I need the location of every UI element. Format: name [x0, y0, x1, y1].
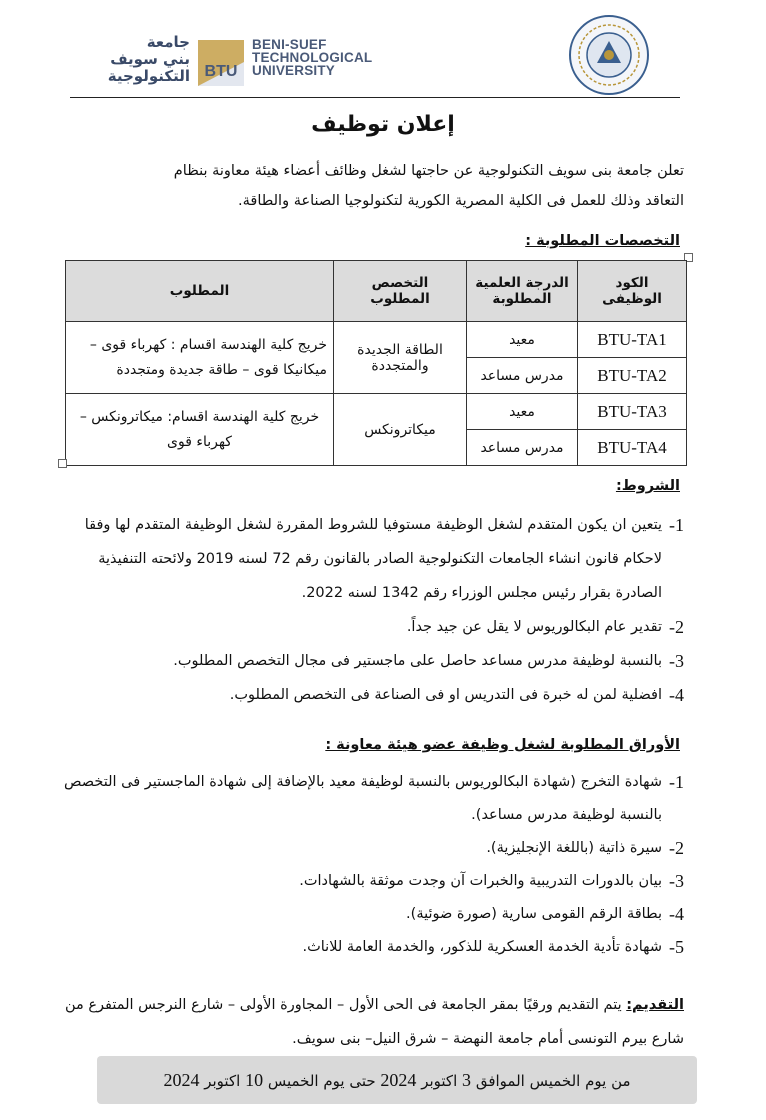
- table-row: [66, 394, 687, 430]
- list-item: -1 شهادة التخرج (شهادة البكالوريوس بالنسبة لوظيفة معيد بالإضافة إلى شهادة الماجستير فى التخصص بالنسبة لوظيفة مدرس مساعد).: [64, 772, 684, 823]
- list-item: -3 بالنسبة لوظيفة مدرس مساعد حاصل على ماجستير فى مجال التخصص المطلوب.: [173, 651, 684, 671]
- degree-cell: معيد: [467, 394, 578, 430]
- list-item: -2 تقدير عام البكالوريوس لا يقل عن جيد جداً.: [406, 617, 684, 637]
- logo-mark: BTU: [204, 63, 238, 80]
- university-seal-icon: [568, 14, 650, 96]
- list-item: -5 شهادة تأدية الخدمة العسكرية للذكور، والخدمة العامة للاناث.: [302, 937, 684, 957]
- degree-cell: مدرس مساعد: [467, 358, 578, 394]
- column-header: الدرجة العلمية المطلوبة: [467, 261, 578, 322]
- requirement-cell: خريج كلية الهندسة اقسام : كهرباء قوى – ميكانيكا قوى – طاقة جديدة ومتجددة: [66, 322, 334, 394]
- specialty-cell: الطاقة الجديدة والمتجددة: [334, 322, 467, 394]
- university-name-ar: جامعة بني سويف التكنولوجية: [107, 33, 190, 85]
- list-item: -3 بيان بالدورات التدريبية والخبرات آن وجدت موثقة بالشهادات.: [299, 871, 684, 891]
- column-header: التخصص المطلوب: [334, 261, 467, 322]
- application-period-box: من يوم الخميس الموافق 3 اكتوبر 2024 حتى يوم الخميس 10 اكتوبر 2024: [97, 1056, 697, 1104]
- list-item: -4 افضلية لمن له خبرة فى التدريس او فى الصناعة فى التخصص المطلوب.: [229, 685, 684, 705]
- degree-cell: معيد: [467, 322, 578, 358]
- submission-label: التقديم:: [626, 997, 684, 1013]
- submission-text: يتم التقديم ورقيًا بمقر الجامعة فى الحى الأول – المجاورة الأولى – شارع النرجس المتفرع من شارع بيرم التونسى أمام جامعة النهضة – شرق النيل– بنى سويف.: [64, 997, 684, 1047]
- specializations-table: [65, 260, 687, 466]
- column-header: المطلوب: [66, 261, 334, 322]
- documents-list: [64, 766, 684, 964]
- job-code: BTU-TA3: [578, 394, 687, 430]
- job-code: BTU-TA4: [578, 430, 687, 466]
- page-title: إعلان توظيف: [311, 112, 455, 137]
- table-row: [66, 322, 687, 358]
- university-name-en: BENI-SUEF TECHNOLOGICAL UNIVERSITY: [252, 37, 373, 78]
- conditions-list: [64, 508, 684, 712]
- column-header: الكود الوظيفى: [578, 261, 687, 322]
- header-divider: [70, 97, 680, 98]
- btu-logo-icon: [196, 38, 246, 88]
- requirement-cell: خريج كلية الهندسة اقسام: ميكاترونكس – كهرباء قوى: [66, 394, 334, 466]
- list-item: -2 سيرة ذاتية (باللغة الإنجليزية).: [486, 838, 684, 858]
- job-code: BTU-TA2: [578, 358, 687, 394]
- conditions-heading: الشروط:: [615, 478, 680, 494]
- intro-paragraph: تعلن جامعة بنى سويف التكنولوجية عن حاجتها لشغل وظائف أعضاء هيئة معاونة بنظام التعاقد وذلك للعمل فى الكلية المصرية الكورية لتكنولوجيا الصناعة والطاقة.: [173, 163, 684, 209]
- documents-heading: الأوراق المطلوبة لشغل وظيفة عضو هيئة معاونة :: [325, 737, 680, 753]
- job-code: BTU-TA1: [578, 322, 687, 358]
- table-header-row: [66, 261, 687, 322]
- list-item: -1 يتعين ان يكون المتقدم لشغل الوظيفة مستوفيا للشروط المقررة لشغل الوظيفة المتقدم لها وفقا لاحكام قانون انشاء الجامعات التكنولوجية الصادر بالقانون رقم 72 لسنه 2019 ولائحته التنفيذية الصادرة بقرار رئيس مجلس الوزراء رقم 1342 لسنه 2022.: [84, 515, 684, 601]
- list-item: -4 بطاقة الرقم القومى سارية (صورة ضوئية).: [406, 904, 684, 924]
- submission-paragraph: [64, 988, 684, 1056]
- specializations-heading: التخصصات المطلوبة :: [525, 233, 680, 249]
- table-resize-handle: [58, 459, 67, 468]
- letterhead: [0, 0, 766, 100]
- specialty-cell: ميكاترونكس: [334, 394, 467, 466]
- degree-cell: مدرس مساعد: [467, 430, 578, 466]
